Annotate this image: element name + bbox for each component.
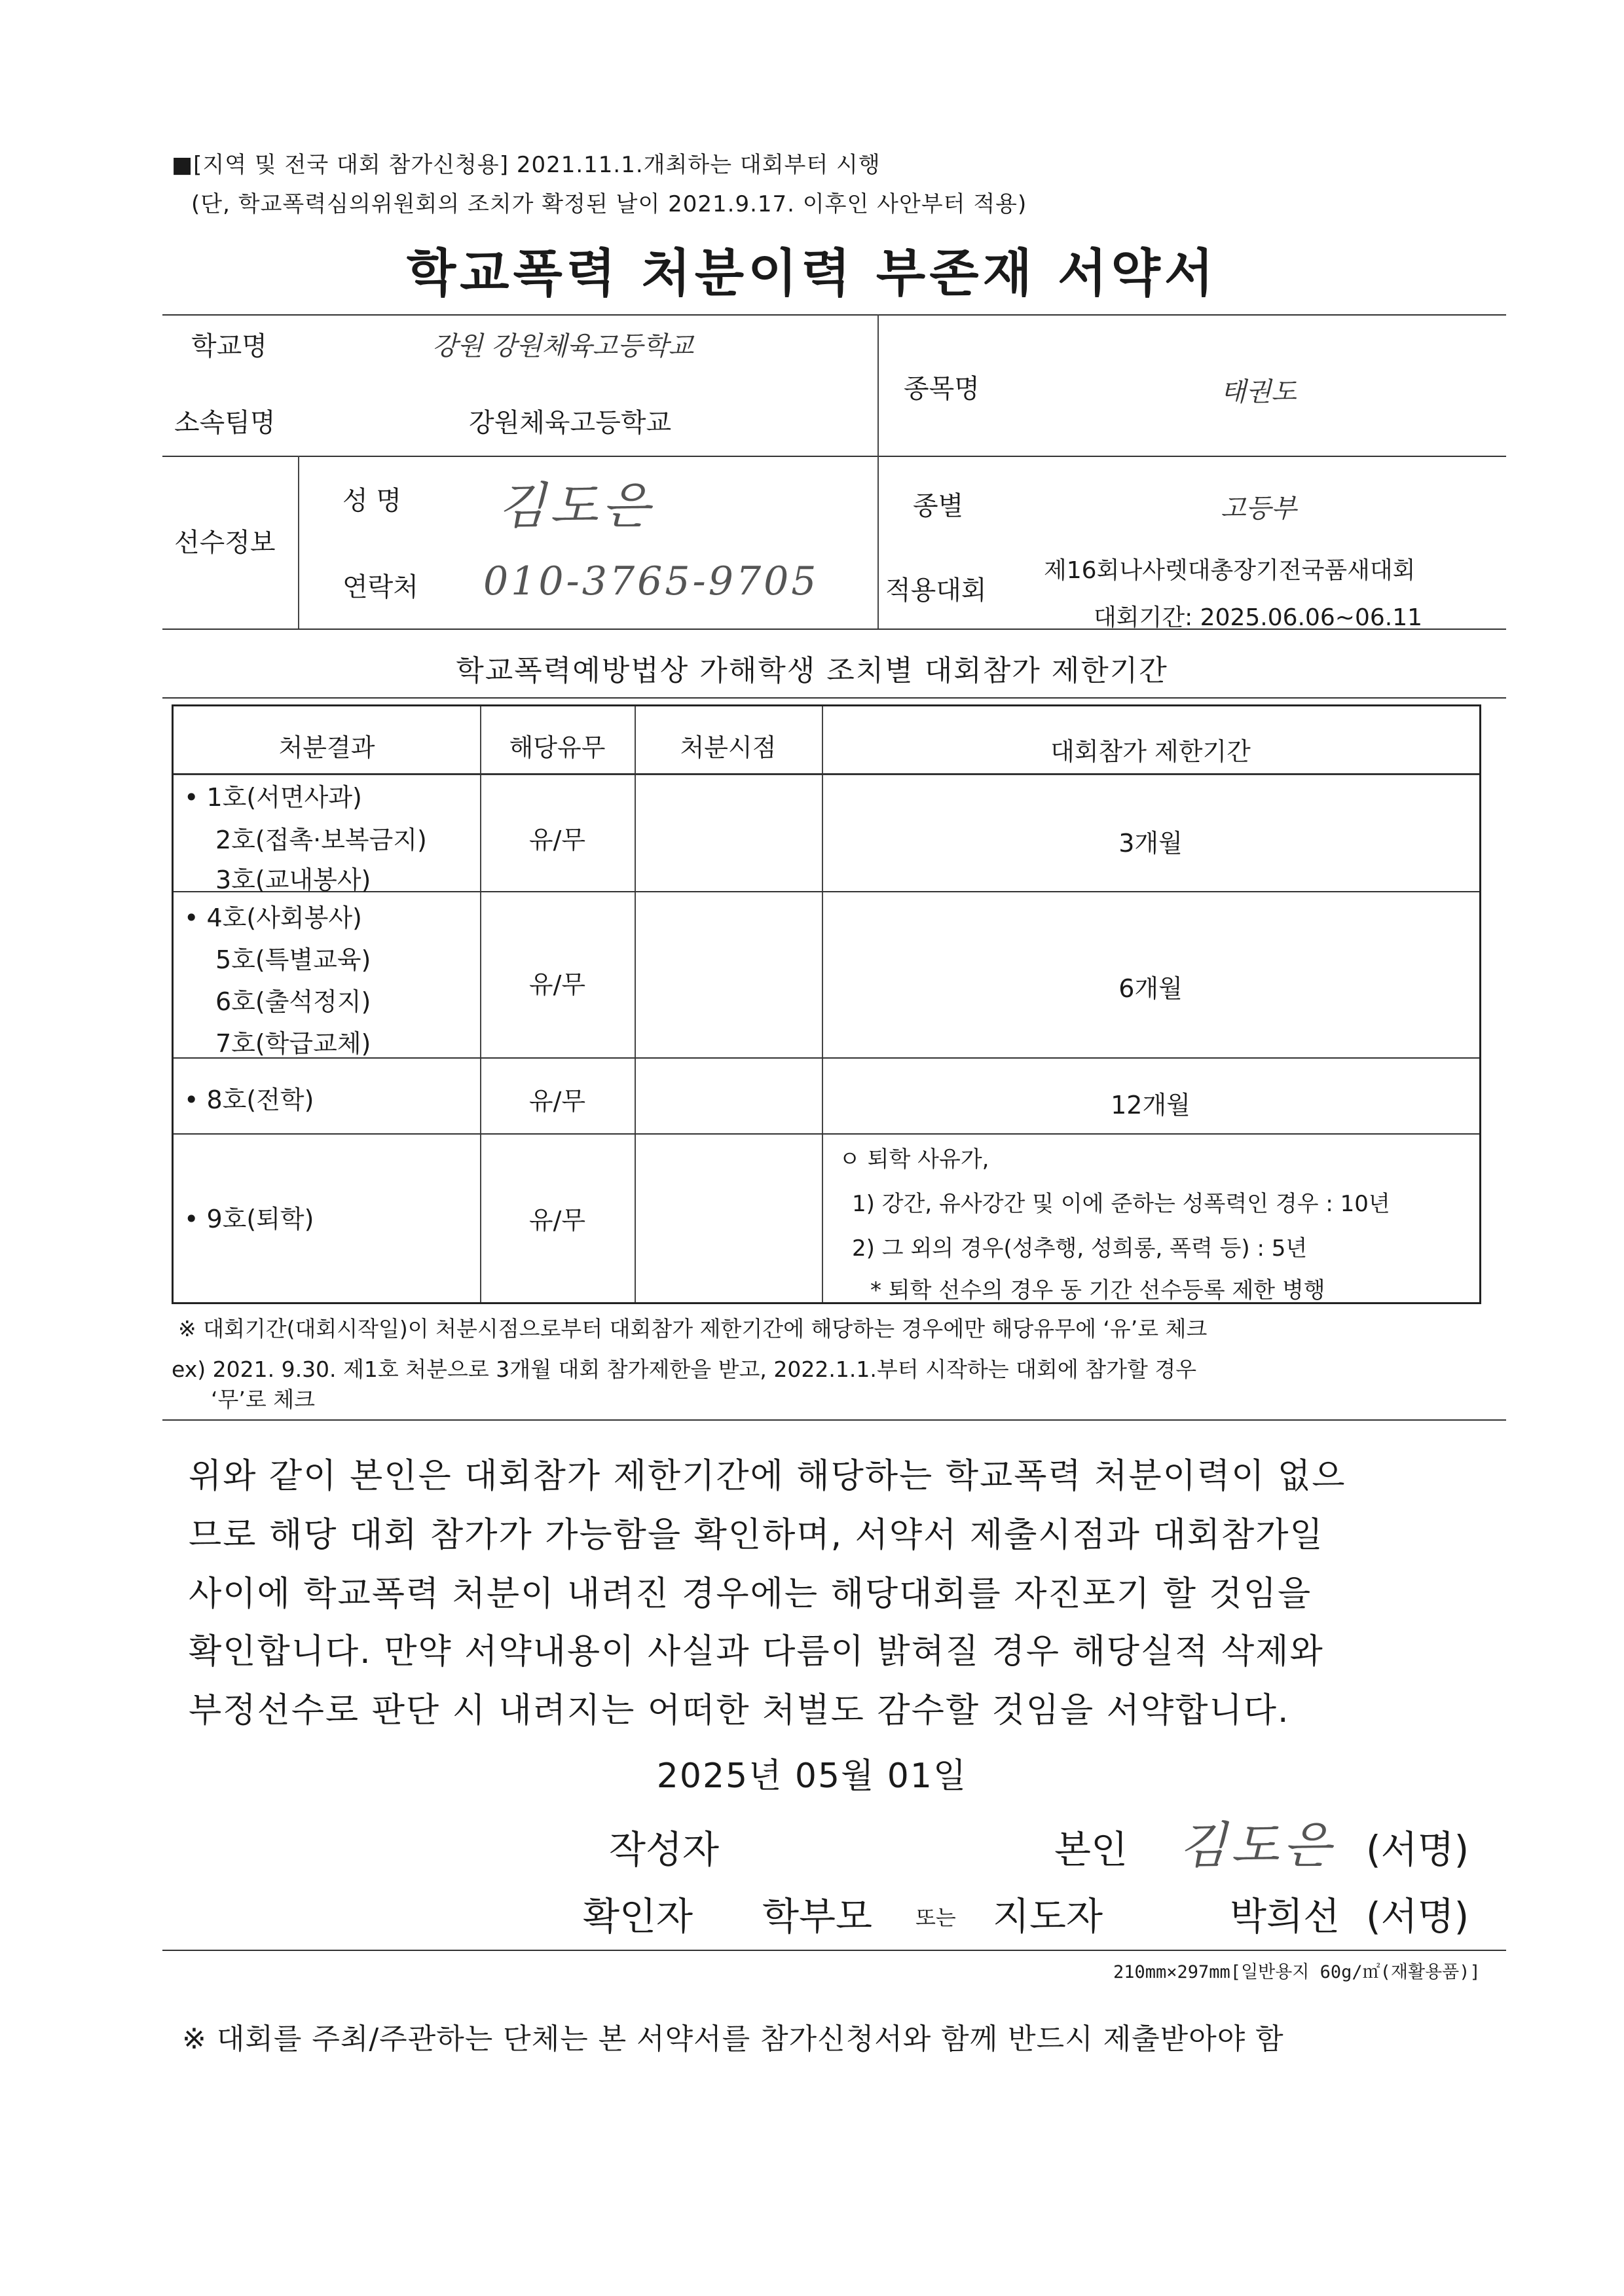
paper-spec: 210mm×297mm[일반용지 60g/㎡(재활용품)] bbox=[1113, 1962, 1481, 1982]
pledge-line: 므로 해당 대회 참가가 가능함을 확인하며, 서약서 제출시점과 대회참가일 bbox=[189, 1516, 1324, 1555]
column-divider bbox=[298, 456, 299, 629]
divider bbox=[162, 697, 1506, 699]
limit-detail: 2) 그 외의 경우(성추행, 성희롱, 폭력 등) : 5년 bbox=[852, 1235, 1308, 1262]
table-column-line bbox=[822, 706, 823, 1302]
limit-period: 6개월 bbox=[1118, 974, 1183, 1003]
footnote-line-3: ‘무’로 체크 bbox=[211, 1387, 315, 1412]
pledge-line: 위와 같이 본인은 대회참가 제한기간에 해당하는 학교폭력 처분이력이 없으 bbox=[189, 1457, 1346, 1496]
limit-detail: * 퇴학 선수의 경우 동 기간 선수등록 제한 병행 bbox=[870, 1277, 1325, 1303]
limit-detail: 1) 강간, 유사강간 및 이에 준하는 성폭력인 경우 : 10년 bbox=[852, 1191, 1390, 1217]
applicable-choice: 유/무 bbox=[528, 1206, 586, 1235]
confirmer-label: 확인자 bbox=[583, 1894, 693, 1939]
sign-marker-2: (서명) bbox=[1366, 1894, 1469, 1939]
school-value: 강원 강원체육고등학교 bbox=[432, 331, 694, 361]
event-value: 태권도 bbox=[1221, 377, 1297, 407]
result-line: 7호(학급교체) bbox=[215, 1029, 371, 1058]
competition-value: 제16회나사렛대총장기전국품새대회 bbox=[1044, 557, 1416, 584]
competition-period: 대회기간: 2025.06.06~06.11 bbox=[1094, 604, 1423, 631]
contact-value-handwritten: 010-3765-9705 bbox=[483, 558, 819, 604]
team-value: 강원체육고등학교 bbox=[469, 408, 672, 438]
header-limit: 대회참가 제한기간 bbox=[1050, 737, 1251, 766]
school-label: 학교명 bbox=[191, 331, 267, 361]
result-line: 3호(교내봉사) bbox=[215, 866, 371, 894]
restriction-subtitle: 학교폭력예방법상 가해학생 조치별 대회참가 제한기간 bbox=[456, 654, 1168, 687]
result-line: 5호(특별교육) bbox=[215, 945, 371, 974]
name-value-handwritten: 김도은 bbox=[498, 477, 654, 535]
division-label: 종별 bbox=[913, 491, 964, 521]
result-line: • 1호(서면사과) bbox=[184, 783, 362, 812]
limit-detail: ㅇ 퇴학 사유가, bbox=[839, 1146, 989, 1173]
name-label: 성 명 bbox=[342, 486, 401, 516]
table-column-line bbox=[635, 706, 636, 1302]
divider bbox=[162, 314, 1506, 316]
or-label: 또는 bbox=[915, 1905, 956, 1930]
result-line: • 8호(전학) bbox=[184, 1085, 314, 1114]
parent-label: 학부모 bbox=[762, 1894, 873, 1939]
event-label: 종목명 bbox=[904, 374, 980, 404]
pledge-date: 2025년 05월 01일 bbox=[656, 1757, 968, 1796]
result-line: 2호(접촉·보복금지) bbox=[215, 826, 427, 854]
limit-period: 12개월 bbox=[1111, 1091, 1190, 1120]
applicable-choice: 유/무 bbox=[528, 970, 586, 999]
header-result: 처분결과 bbox=[278, 733, 375, 762]
sanction-table bbox=[172, 704, 1481, 1304]
header-time: 처분시점 bbox=[680, 733, 777, 762]
result-line: 6호(출석정지) bbox=[215, 987, 371, 1016]
footnote-line-2: ex) 2021. 9.30. 제1호 처분으로 3개월 대회 참가제한을 받고, 2022.1.1.부터 시작하는 대회에 참가할 경우 bbox=[172, 1357, 1197, 1382]
document-title: 학교폭력 처분이력 부존재 서약서 bbox=[406, 244, 1218, 303]
self-signature-handwritten: 김도은 bbox=[1179, 1816, 1335, 1874]
contact-label: 연락처 bbox=[342, 572, 418, 602]
competition-label: 적용대회 bbox=[885, 575, 987, 606]
result-line: • 4호(사회봉사) bbox=[184, 903, 362, 932]
pledge-line: 부정선수로 판단 시 내려지는 어떠한 처벌도 감수할 것임을 서약합니다. bbox=[189, 1691, 1290, 1730]
self-label: 본인 bbox=[1054, 1827, 1128, 1872]
column-divider bbox=[877, 314, 879, 629]
division-value: 고등부 bbox=[1221, 494, 1297, 524]
header-applicable: 해당유무 bbox=[509, 733, 606, 762]
bottom-note: ※ 대회를 주최/주관하는 단체는 본 서약서를 참가신청서와 함께 반드시 제출받아야 함 bbox=[182, 2022, 1284, 2056]
divider bbox=[162, 1419, 1506, 1421]
player-info-label: 선수정보 bbox=[174, 528, 276, 558]
footnote-line-1: ※ 대회기간(대회시작일)이 처분시점으로부터 대회참가 제한기간에 해당하는 경우에만 해당유무에 ‘유’로 체크 bbox=[178, 1316, 1208, 1341]
result-line: • 9호(퇴학) bbox=[184, 1205, 314, 1233]
notice-line-2: (단, 학교폭력심의위원회의 조치가 확정된 날이 2021.9.17. 이후인 사안부터 적용) bbox=[191, 191, 1027, 217]
applicable-choice: 유/무 bbox=[528, 1087, 586, 1116]
coach-label: 지도자 bbox=[993, 1894, 1103, 1939]
applicable-choice: 유/무 bbox=[528, 826, 586, 854]
confirmer-name: 박희선 bbox=[1230, 1894, 1340, 1939]
divider bbox=[162, 1950, 1506, 1951]
pledge-line: 확인합니다. 만약 서약내용이 사실과 다름이 밝혀질 경우 해당실적 삭제와 bbox=[189, 1632, 1324, 1671]
pledge-line: 사이에 학교폭력 처분이 내려진 경우에는 해당대회를 자진포기 할 것임을 bbox=[189, 1575, 1312, 1614]
table-row-line bbox=[174, 773, 1479, 775]
limit-period: 3개월 bbox=[1118, 829, 1183, 858]
table-row-line bbox=[174, 1133, 1479, 1135]
team-label: 소속팀명 bbox=[174, 408, 276, 438]
notice-line-1: ■[지역 및 전국 대회 참가신청용] 2021.11.1.개최하는 대회부터 시행 bbox=[172, 152, 881, 178]
author-label: 작성자 bbox=[609, 1827, 720, 1872]
divider bbox=[162, 456, 1506, 457]
sign-marker-1: (서명) bbox=[1366, 1827, 1469, 1872]
